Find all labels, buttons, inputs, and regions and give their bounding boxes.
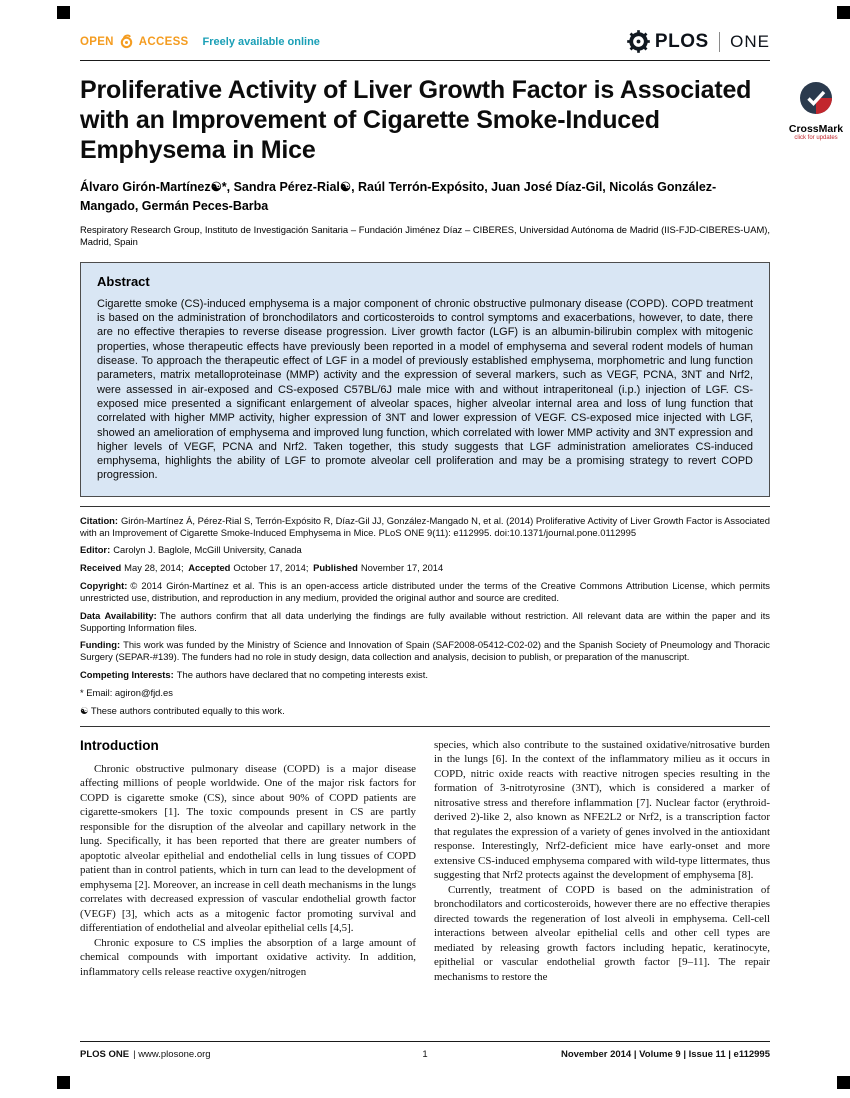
- crossmark-badge[interactable]: [787, 80, 845, 141]
- crossmark-subtext: click for updates: [794, 135, 838, 141]
- dates-row: [80, 562, 770, 574]
- funding-text: This work was funded by the Ministry of Science and Innovation of Spain (SAF2008-05412-C02-02) and the Spanish Society of Pneumology and Thoracic Surgery (SEPAR-#139). The funders had no role in study design, data collection and analysis, decision to publish, or preparation of the manuscript.: [80, 639, 770, 663]
- abstract-text: Cigarette smoke (CS)-induced emphysema is a major component of chronic obstructive pulmonary disease (COPD). COPD treatment is based on the administration of bronchodilators and corticosteroids to control symptoms and exacerbations, however, to date, there are no effective therapies to reverse disease progression. Liver growth factor (LGF) is an albumin-bilirubin complex with mitogenic properties, whose therapeutic effects have previously been reported in a model of emphysema and several rodent models of human disease. To approach the therapeutic effect of LGF in a model of previously established emphysema, morphometric and lung function parameters, matrix metalloproteinase (MMP) activity and the expression of several markers, such as VEGF, PCNA, 3NT and Nrf2, were assessed in air-exposed and CS-exposed C57BL/6J male mice with and without intraperitoneal (i.p.) injection of LGF. CS-exposed mice presented a significant enlargement of alveolar spaces, higher alveolar internal area and loss of lung function that correlated with higher MMP activity, higher expression of 3NT and lower expression of VEGF. CS-exposed mice injected with LGF, showed an amelioration of emphysema and improved lung function, which correlated with lower MMP activity and 3NT expression and higher levels of VEGF, PCNA and Nrf2. Taken together, this study suggests that LGF administration ameliorates CS-induced emphysema, highlights the ability of LGF to promote alveolar cell proliferation and may be a promising strategy to revert COPD progression.: [97, 297, 753, 482]
- header-rule: [80, 60, 770, 61]
- crop-mark-top-left: [57, 6, 70, 19]
- page-content: [80, 0, 770, 984]
- competing-interests-label: Competing Interests:: [80, 669, 174, 681]
- open-access-banner: [80, 34, 320, 49]
- editor-text: Carolyn J. Baglole, McGill University, Canada: [113, 544, 302, 556]
- accepted-label: Accepted: [188, 562, 231, 574]
- data-availability-row: [80, 610, 770, 634]
- access-label: ACCESS: [138, 35, 189, 48]
- crossmark-label: CrossMark: [788, 123, 844, 135]
- introduction-paragraph-2: Chronic exposure to CS implies the absorption of a large amount of chemical compounds with important oxidative activity. In addition, inflammatory cells release reactive oxygen/nitrogen: [80, 936, 416, 978]
- introduction-paragraph-1: Chronic obstructive pulmonary disease (COPD) is a major disease affecting millions of people worldwide. One of the major risk factors for COPD is cigarette smoke (CS), since about 90% of COPD patients are cigarette-smokers [1]. The toxic compounds present in CS are partly responsible for the disruption of the alveolar and capillary network in the lung. Specifically, it has been reported that there are greater numbers of apoptotic alveolar epithelial and endothelial cells in lung tissues of COPD patient than in control patients, which in turn can lead to the development of emphysema [2]. Moreover, an increase in cell death mechanisms in the lungs correlates with decreased expression of vascular endothelial growth factor (VEGF) [3], which acts as a mitogenic factor promoting survival and differentiation of endothelial and alveolar epithelial cells [4,5].: [80, 762, 416, 935]
- crop-mark-bottom-left: [57, 1076, 70, 1089]
- published-date: November 17, 2014: [360, 562, 444, 574]
- competing-interests-row: [80, 669, 770, 681]
- accepted-date: October 17, 2014;: [233, 562, 309, 574]
- introduction-paragraph-3: species, which also contribute to the sustained oxidative/nitrosative burden in the lungs [6]. In the context of the inflammatory milieu as it occurs in COPD, nitric oxide reacts with reactive nitrogen species resulting in the formation of 3-nitrotyrosine (3NT), which is considered a marker of nitrosative stress and therefore inflammation [7]. Nuclear factor (erythroid-derived 2)-like 2, also known as NFE2L2 or Nrf2, is a transcription factor that regulates the expression of a variety of genes involved in the antioxidant response. Interestingly, Nrf2-deficient mice have early-onset and more extensive CS-induced emphysema compared with wild-type littermates, thus suggesting that Nrf2 protects against the development of emphysema [8].: [434, 738, 770, 882]
- footer-journal-name: PLOS ONE: [80, 1049, 130, 1060]
- open-access-icon: [119, 34, 134, 49]
- competing-interests-text: The authors have declared that no competing interests exist.: [176, 669, 428, 681]
- footer-issue-info: November 2014 | Volume 9 | Issue 11 | e112995: [560, 1049, 770, 1060]
- page-footer: [80, 1041, 770, 1060]
- citation-row: [80, 515, 770, 539]
- plos-wordmark: PLOS: [654, 30, 709, 52]
- body-column-right: [434, 738, 770, 985]
- published-label: Published: [313, 562, 358, 574]
- body-column-left: [80, 738, 416, 985]
- footer-page-number: 1: [422, 1049, 428, 1060]
- logo-divider: [719, 32, 721, 52]
- freely-available-label: Freely available online: [202, 35, 320, 48]
- editor-label: Editor:: [80, 544, 111, 556]
- equal-contribution-row: ☯ These authors contributed equally to this work.: [80, 704, 285, 716]
- plos-one-logo: [627, 30, 770, 53]
- funding-label: Funding:: [80, 639, 121, 651]
- meta-section: [80, 506, 770, 727]
- introduction-heading: Introduction: [80, 737, 159, 753]
- received-date: May 28, 2014;: [124, 562, 184, 574]
- top-banner: [80, 0, 770, 53]
- footer-journal-url: | www.plosone.org: [133, 1049, 211, 1060]
- copyright-row: [80, 580, 770, 604]
- copyright-text: © 2014 Girón-Martínez et al. This is an open-access article distributed under the terms of the Creative Commons Attribution License, which permits unrestricted use, distribution, and reproduction in any medium, provided the original author and source are credited.: [80, 580, 770, 603]
- affiliation: Respiratory Research Group, Instituto de Investigación Sanitaria – Fundación Jiménez Díaz – CIBERES, Universidad Autónoma de Madrid (IIS-FJD-CIBERES-UAM), Madrid, Spain: [80, 223, 770, 248]
- article-title: Proliferative Activity of Liver Growth Factor is Associated with an Improvement of Cigarette Smoke-Induced Emphysema in Mice: [80, 76, 752, 164]
- authors-line: Álvaro Girón-Martínez☯*, Sandra Pérez-Rial☯, Raúl Terrón-Expósito, Juan José Díaz-Gil, Nicolás González-Mangado, Germán Peces-Barba: [80, 180, 717, 213]
- crop-mark-bottom-right: [837, 1076, 850, 1089]
- plos-gear-icon: [627, 30, 650, 53]
- introduction-paragraph-4: Currently, treatment of COPD is based on the administration of bronchodilators and corticosteroids, however there are no effective therapies directed towards the regeneration of lost alveoli in emphysema. Cell-cell interactions between alveolar epithelial cells and other cell types are mediated by releasing growth factors including hepatic, keratinocyte, epithelial or vascular endothelial growth factor [9–11]. The repair mechanisms to restore the: [434, 883, 770, 983]
- crop-mark-top-right: [837, 6, 850, 19]
- footer-journal: [80, 1049, 395, 1060]
- one-wordmark: ONE: [730, 31, 770, 51]
- abstract-heading: Abstract: [97, 273, 150, 289]
- abstract-box: [80, 262, 770, 497]
- data-availability-label: Data Availability:: [80, 609, 157, 621]
- funding-row: [80, 639, 770, 663]
- citation-text: Girón-Martínez Á, Pérez-Rial S, Terrón-Expósito R, Díaz-Gil JJ, González-Mangado N, et al. (2014) Proliferative Activity of Liver Growth Factor is Associated with an Improvement of Cigarette Smoke-Induced Emphysema in Mice. PLoS ONE 9(11): e112995. doi:10.1371/journal.pone.0112995: [80, 514, 770, 538]
- article-body: [80, 738, 770, 985]
- crossmark-icon: [798, 80, 834, 116]
- editor-row: [80, 544, 770, 556]
- received-label: Received: [80, 562, 122, 574]
- copyright-label: Copyright:: [80, 580, 128, 592]
- email-row: * Email: agiron@fjd.es: [80, 687, 173, 699]
- open-label: OPEN: [80, 35, 114, 48]
- data-availability-text: The authors confirm that all data underlying the findings are fully available without restriction. All relevant data are within the paper and its Supporting Information files.: [80, 609, 770, 633]
- citation-label: Citation:: [80, 514, 119, 526]
